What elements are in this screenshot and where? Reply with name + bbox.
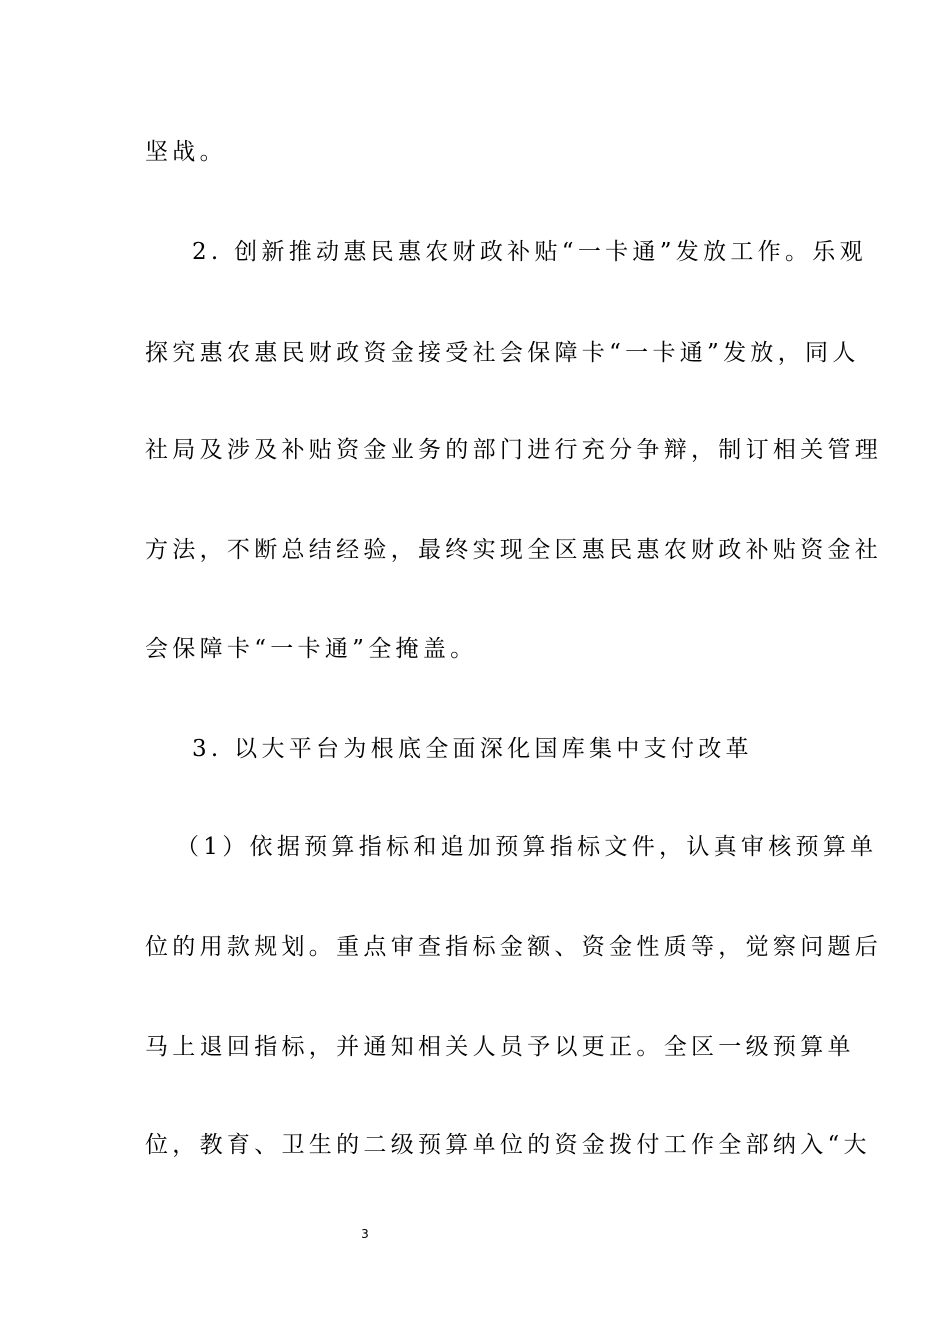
text-line: 探究惠农惠民财政资金接受社会保障卡“一卡通”发放，同人 (145, 340, 860, 366)
text-line: 会保障卡“一卡通”全掩盖。 (145, 636, 478, 662)
text-line: 方法，不断总结经验，最终实现全区惠民惠农财政补贴资金社 (145, 537, 883, 563)
text-line: 位，教育、卫生的二级预算单位的资金拨付工作全部纳入“大 (145, 1132, 871, 1158)
text-line: 马上退回指标，并通知相关人员予以更正。全区一级预算单 (145, 1034, 855, 1060)
page-number: 3 (361, 1227, 369, 1241)
text-line: 位的用款规划。重点审查指标金额、资金性质等，觉察问题后 (145, 934, 883, 960)
text-line: 社局及涉及补贴资金业务的部门进行充分争辩，制订相关管理 (145, 437, 883, 463)
text-line: 2. 创新推动惠民惠农财政补贴“一卡通”发放工作。乐观 (192, 239, 867, 265)
text-line: （1）依据预算指标和追加预算指标文件，认真审核预算单 (176, 834, 878, 860)
text-line: 3. 以大平台为根底全面深化国库集中支付改革 (192, 736, 753, 762)
text-line: 坚战。 (145, 139, 227, 165)
